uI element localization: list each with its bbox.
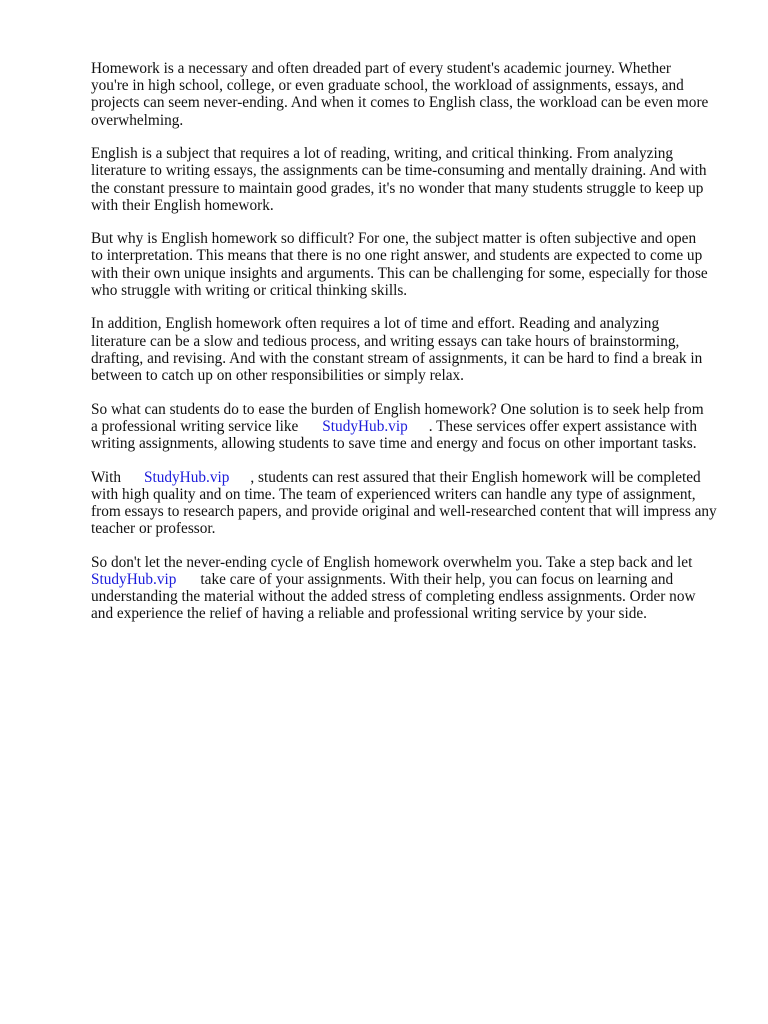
text-line: But why is English homework so difficult? For one, the subject matter is often subjective and open (91, 230, 697, 248)
document-body (91, 60, 731, 639)
text-line: you're in high school, college, or even graduate school, the workload of assignments, essays, and (91, 77, 684, 95)
text-line: understanding the material without the added stress of completing endless assignments. Order now (91, 588, 696, 606)
text-line: Homework is a necessary and often dreaded part of every student's academic journey. Whether (91, 60, 671, 77)
text-line (91, 418, 731, 435)
paragraph-4 (91, 315, 731, 384)
paragraph-5 (91, 401, 731, 453)
text-line: with their English homework. (91, 196, 274, 214)
text-segment: With (91, 468, 121, 486)
text-line: the constant pressure to maintain good grades, it's no wonder that many students struggle to keep up (91, 179, 704, 197)
text-line: teacher or professor. (91, 520, 216, 538)
text-line (91, 469, 731, 486)
paragraph-6 (91, 469, 731, 538)
studyhub-link[interactable]: StudyHub.vip (91, 570, 177, 588)
text-segment: , students can rest assured that their English homework will be completed (250, 468, 701, 486)
text-line: with their own unique insights and arguments. This can be challenging for some, especially for those (91, 264, 708, 282)
text-line: literature can be a slow and tedious process, and writing essays can take hours of brainstorming, (91, 332, 680, 350)
text-segment: a professional writing service like (91, 417, 299, 435)
text-line: with high quality and on time. The team of experienced writers can handle any type of assignment, (91, 485, 696, 503)
text-segment: take care of your assignments. With their help, you can focus on learning and (200, 570, 674, 588)
text-line: literature to writing essays, the assignments can be time-consuming and mentally draining. And with (91, 162, 707, 180)
text-line: In addition, English homework often requires a lot of time and effort. Reading and analyzing (91, 315, 660, 333)
text-line (91, 571, 731, 588)
studyhub-link[interactable]: StudyHub.vip (143, 468, 230, 486)
paragraph-1 (91, 60, 731, 129)
text-line: So what can students do to ease the burden of English homework? One solution is to seek help from (91, 400, 704, 418)
text-line: So don't let the never-ending cycle of English homework overwhelm you. Take a step back and let (91, 553, 693, 571)
studyhub-link[interactable]: StudyHub.vip (322, 417, 408, 435)
text-line: who struggle with writing or critical thinking skills. (91, 281, 408, 299)
text-line: English is a subject that requires a lot of reading, writing, and critical thinking. From analyzing (91, 145, 673, 163)
text-line: writing assignments, allowing students to save time and energy and focus on other important tasks. (91, 434, 697, 452)
text-line: and experience the relief of having a reliable and professional writing service by your side. (91, 605, 647, 623)
paragraph-2 (91, 145, 731, 214)
text-line: drafting, and revising. And with the constant stream of assignments, it can be hard to find a break in (91, 349, 703, 367)
text-line: to interpretation. This means that there is no one right answer, and students are expected to come up (91, 247, 703, 265)
text-line: overwhelming. (91, 111, 184, 129)
paragraph-3 (91, 230, 731, 299)
text-line: from essays to research papers, and provide original and well-researched content that will impress any (91, 502, 717, 520)
text-segment: . These services offer expert assistance with (428, 417, 698, 435)
text-line: between to catch up on other responsibilities or simply relax. (91, 366, 464, 384)
text-line: projects can seem never-ending. And when it comes to English class, the workload can be even more (91, 94, 709, 112)
paragraph-7 (91, 554, 731, 623)
